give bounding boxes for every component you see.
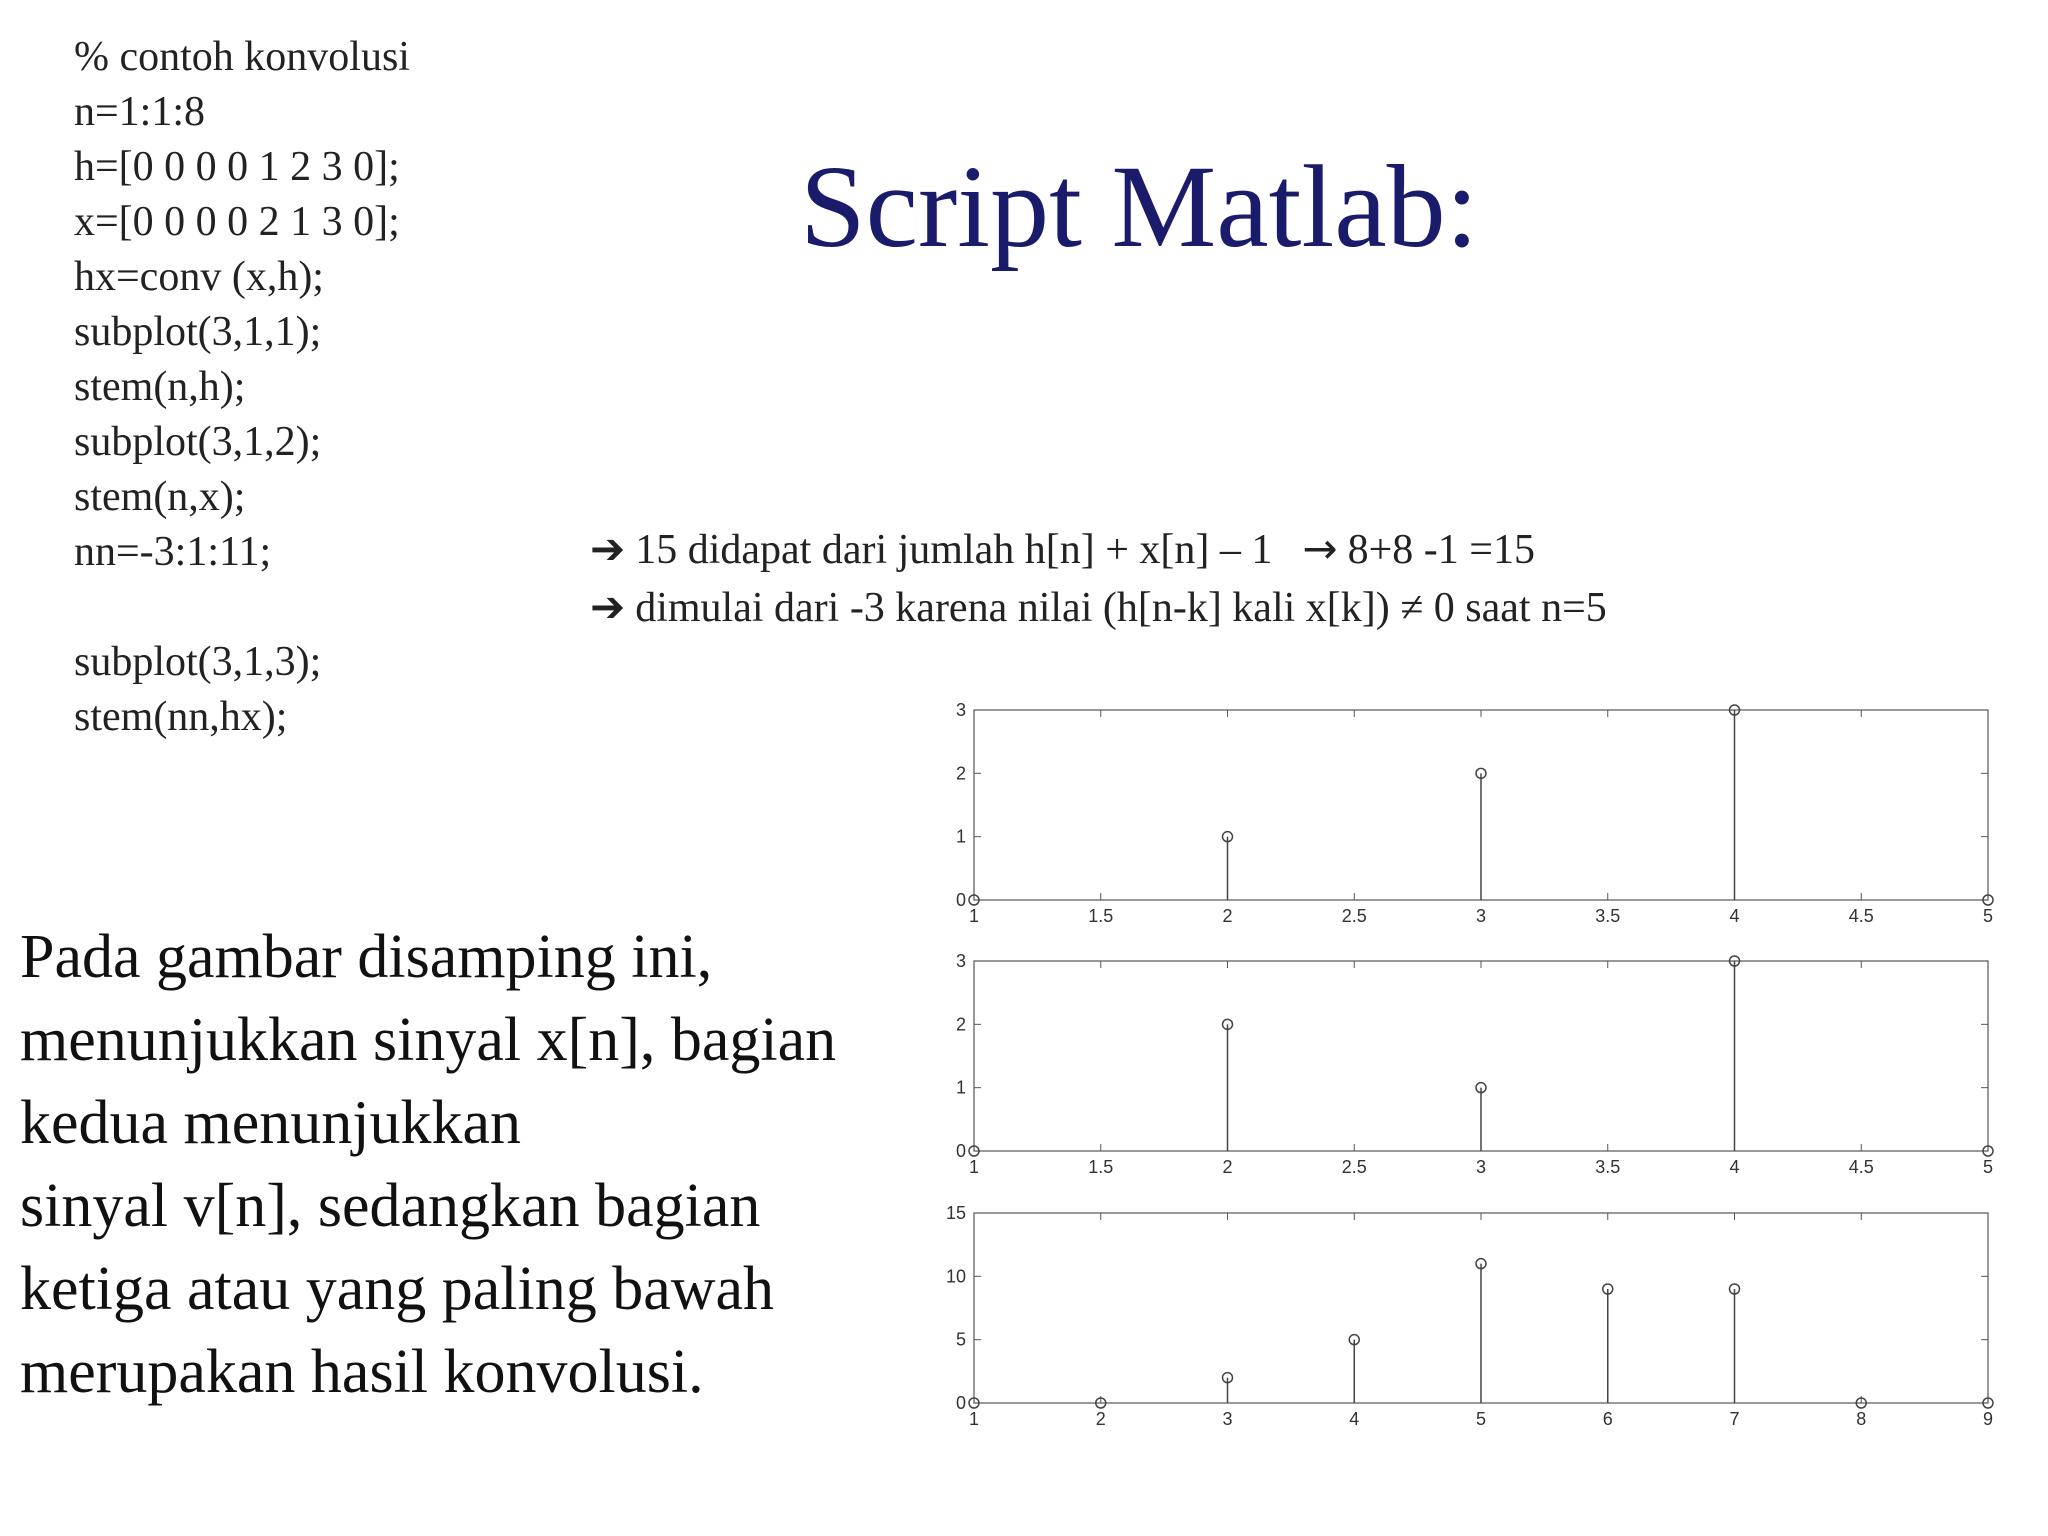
code-line: % contoh konvolusi — [74, 34, 410, 80]
code-line: subplot(3,1,3); — [74, 639, 322, 685]
note-start — [590, 582, 1607, 633]
x-tick-label: 4.5 — [1848, 906, 1874, 926]
x-tick-label: 3.5 — [1595, 1157, 1621, 1177]
code-line-blank — [74, 580, 410, 635]
description-line: ketiga atau yang paling bawah — [20, 1255, 775, 1323]
code-line: x=[0 0 0 0 2 1 3 0]; — [74, 199, 400, 245]
y-tick-label: 10 — [945, 1266, 966, 1287]
y-tick-label: 2 — [955, 1014, 966, 1035]
code-line: subplot(3,1,1); — [74, 309, 322, 355]
note-length-text: 15 didapat dari jumlah h[n] + x[n] – 1 — [635, 527, 1273, 573]
note-start-text: dimulai dari -3 karena nilai (h[n-k] kali x[k]) ≠ 0 saat n=5 — [635, 585, 1607, 631]
right-arrow-icon: ➔ — [590, 524, 626, 573]
y-tick-label: 0 — [955, 1393, 966, 1413]
description-line: kedua menunjukkan — [20, 1089, 522, 1157]
y-tick-label: 5 — [955, 1329, 966, 1350]
x-tick-label: 2 — [1222, 1157, 1233, 1177]
y-tick-label: 1 — [955, 826, 966, 847]
y-tick-label: 2 — [955, 763, 966, 784]
x-tick-label: 9 — [1982, 1409, 1994, 1429]
code-line: stem(n,h); — [74, 364, 246, 410]
description-line: sinyal v[n], sedangkan bagian — [20, 1172, 761, 1240]
y-tick-label: 0 — [955, 890, 966, 910]
x-tick-label: 1.5 — [1088, 906, 1114, 926]
stem-plots-figure — [930, 690, 2020, 1450]
description-line: Pada gambar disamping ini, — [20, 923, 713, 991]
note-length-result: 8+8 -1 =15 — [1347, 527, 1535, 573]
y-tick-label: 3 — [955, 700, 966, 720]
x-tick-label: 2.5 — [1341, 1157, 1367, 1177]
y-tick-label: 1 — [955, 1077, 966, 1098]
description-line: merupakan hasil konvolusi. — [20, 1338, 704, 1406]
x-tick-label: 5 — [1475, 1409, 1487, 1429]
x-tick-label: 4 — [1729, 1157, 1740, 1177]
x-tick-label: 5 — [1982, 1157, 1994, 1177]
x-tick-label: 3 — [1475, 1157, 1487, 1177]
y-tick-label: 15 — [945, 1203, 966, 1223]
description-paragraph — [20, 916, 940, 1414]
y-tick-label: 3 — [955, 951, 966, 971]
x-tick-label: 1.5 — [1088, 1157, 1114, 1177]
x-tick-label: 1 — [968, 1409, 980, 1429]
x-tick-label: 4 — [1729, 906, 1740, 926]
x-tick-label: 6 — [1602, 1409, 1613, 1429]
right-arrow-icon: ➔ — [590, 582, 626, 631]
code-line: h=[0 0 0 0 1 2 3 0]; — [74, 144, 400, 190]
code-line: n=1:1:8 — [74, 89, 206, 135]
y-tick-label: 0 — [955, 1141, 966, 1161]
x-tick-label: 5 — [1982, 906, 1994, 926]
description-line: menunjukkan sinyal x[n], bagian — [20, 1006, 837, 1074]
code-line: nn=-3:1:11; — [74, 529, 272, 575]
x-tick-label: 8 — [1856, 1409, 1867, 1429]
x-tick-label: 7 — [1729, 1409, 1740, 1429]
x-tick-label: 3 — [1222, 1409, 1233, 1429]
x-tick-label: 2 — [1095, 1409, 1106, 1429]
x-tick-label: 4.5 — [1848, 1157, 1874, 1177]
right-arrow-icon: → — [1302, 524, 1338, 573]
note-length — [590, 524, 1535, 575]
x-tick-label: 1 — [968, 1157, 980, 1177]
code-line: hx=conv (x,h); — [74, 254, 324, 300]
x-tick-label: 2 — [1222, 906, 1233, 926]
matlab-code-block — [74, 30, 410, 745]
code-line: stem(n,x); — [74, 474, 246, 520]
page-title: Script Matlab: — [800, 141, 1479, 272]
x-tick-label: 4 — [1349, 1409, 1360, 1429]
x-tick-label: 2.5 — [1341, 906, 1367, 926]
x-tick-label: 3 — [1475, 906, 1487, 926]
x-tick-label: 3.5 — [1595, 906, 1621, 926]
code-line: subplot(3,1,2); — [74, 419, 322, 465]
code-line: stem(nn,hx); — [74, 694, 288, 740]
x-tick-label: 1 — [968, 906, 980, 926]
